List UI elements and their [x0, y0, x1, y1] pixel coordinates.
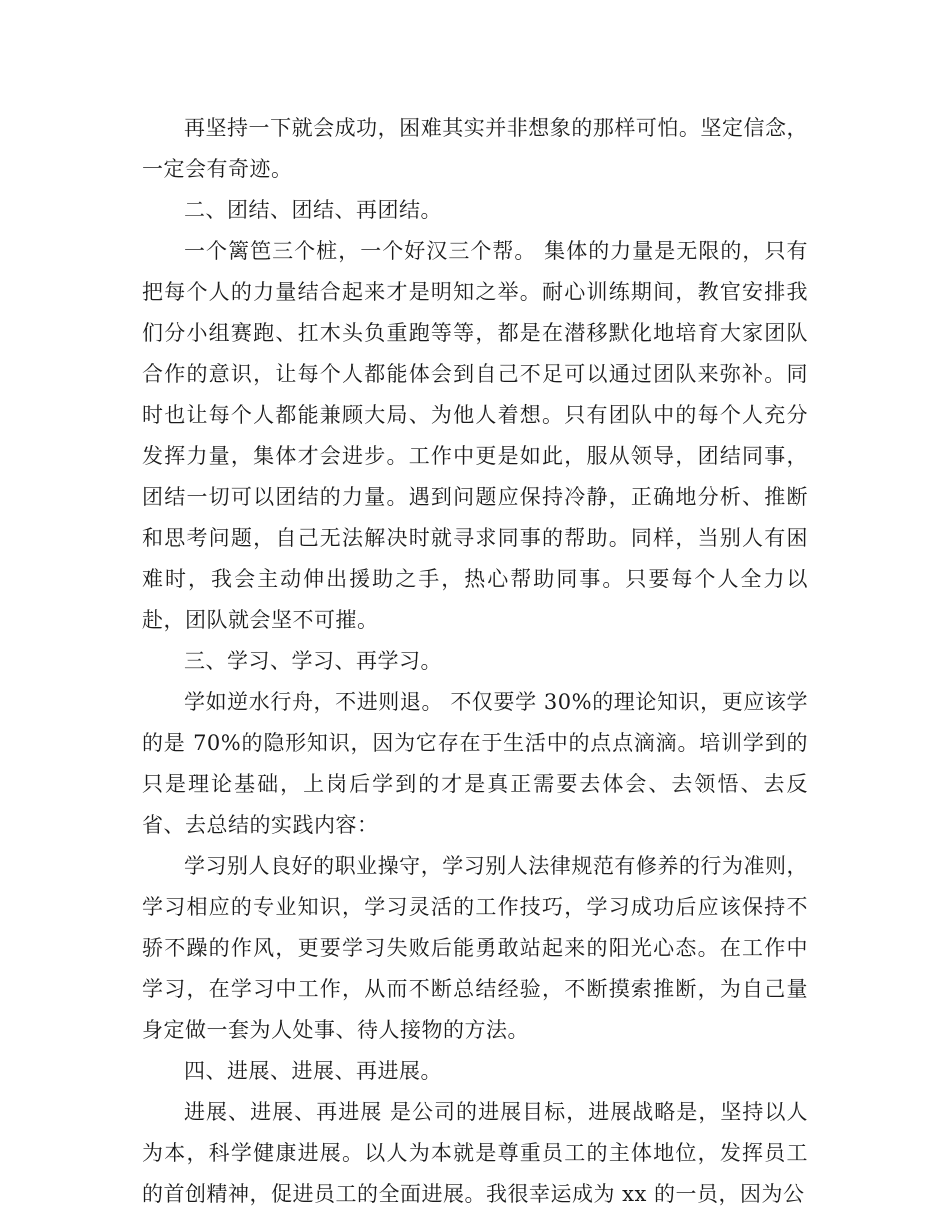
heading-learning: 三、学习、学习、再学习。 [184, 649, 442, 673]
paragraph-persistence: 再坚持一下就会成功，困难其实并非想象的那样可怕。坚定信念，一定会有奇迹。 [142, 116, 808, 181]
paragraph-progress: 进展、进展、再进展 是公司的进展目标，进展战略是，坚持以人为本，科学健康进展。以人为本就是尊重员工的主体地位，发挥员工的首创精神，促进员工的全面进展。我很幸运成为 xx 的一员，因为公 [142, 1100, 808, 1206]
paragraph-learning-intro: 学如逆水行舟，不进则退。 不仅要学 30%的理论知识，更应该学的是 70%的隐形知识，因为它存在于生活中的点点滴滴。培训学到的只是理论基础，上岗后学到的才是真正需要去体会、去领悟、去反省、去总结的实践内容： [142, 690, 808, 837]
heading-unity: 二、团结、团结、再团结。 [184, 198, 442, 222]
paragraph-learning-details: 学习别人良好的职业操守，学习别人法律规范有修养的行为准则，学习相应的专业知识，学习灵活的工作技巧，学习成功后应该保持不骄不躁的作风，更要学习失败后能勇敢站起来的阳光心态。在工作中学习，在学习中工作，从而不断总结经验，不断摸索推断，为自己量身定做一套为人处事、待人接物的方法。 [142, 854, 808, 1042]
document-body [142, 108, 808, 1215]
heading-progress: 四、进展、进展、再进展。 [184, 1059, 442, 1083]
paragraph-unity: 一个篱笆三个桩，一个好汉三个帮。 集体的力量是无限的，只有把每个人的力量结合起来才是明知之举。耐心训练期间，教官安排我们分小组赛跑、扛木头负重跑等等，都是在潜移默化地培育大家团队合作的意识，让每个人都能体会到自己不足可以通过团队来弥补。同时也让每个人都能兼顾大局、为他人着想。只有团队中的每个人充分发挥力量，集体才会进步。工作中更是如此，服从领导，团结同事，团结一切可以团结的力量。遇到问题应保持冷静，正确地分析、推断和思考问题，自己无法解决时就寻求同事的帮助。同样，当别人有困难时，我会主动伸出援助之手，热心帮助同事。只要每个人全力以赴，团队就会坚不可摧。 [142, 239, 808, 632]
